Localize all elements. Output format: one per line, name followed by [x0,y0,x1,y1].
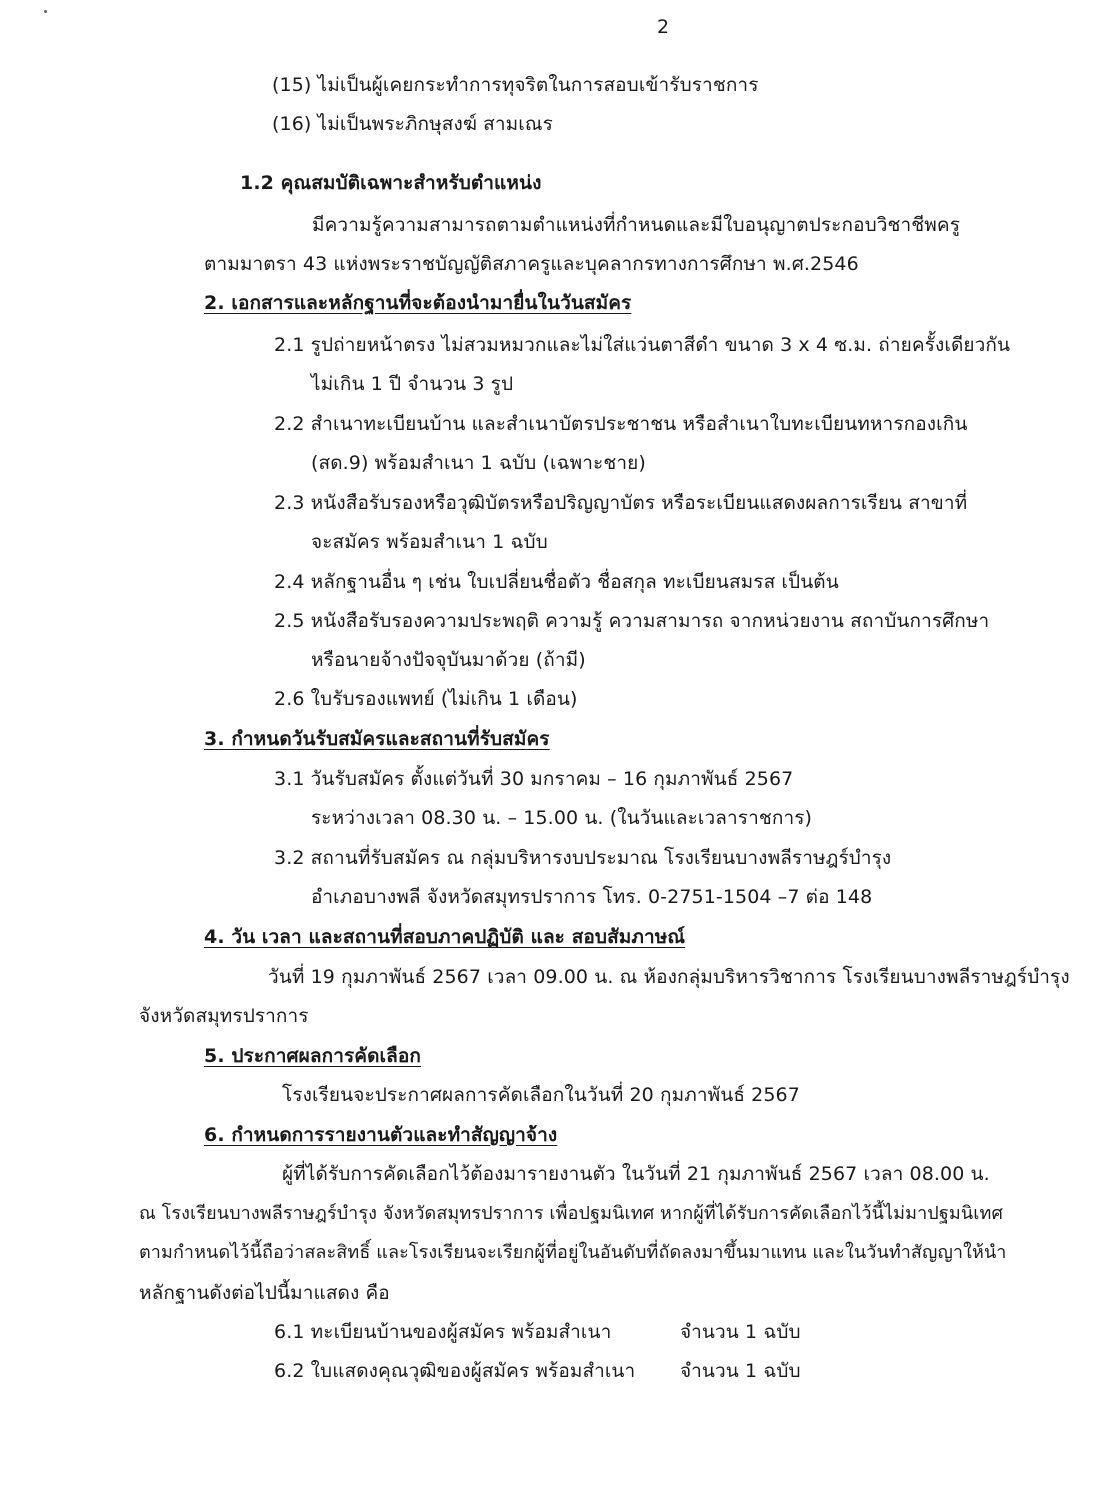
page-number: 2 [657,16,670,38]
section-6-text-line-4: หลักฐานดังต่อไปนี้มาแสดง คือ [139,1282,390,1304]
section-4-text-line-1: วันที่ 19 กุมภาพันธ์ 2567 เวลา 09.00 น. ณ ห้องกลุ่มบริหารวิชาการ โรงเรียนบางพลีราษฎร์บำรุง [268,966,1070,988]
item-2-1-line-2: ไม่เกิน 1 ปี จำนวน 3 รูป [311,373,514,395]
section-3-heading: 3. กำหนดวันรับสมัครและสถานที่รับสมัคร [204,728,550,750]
section-4-heading: 4. วัน เวลา และสถานที่สอบภาคปฏิบัติ และ สอบสัมภาษณ์ [204,926,686,948]
section-6-text-line-3: ตามกำหนดไว้นี้ถือว่าสละสิทธิ์ และโรงเรียนจะเรียกผู้ที่อยู่ในอันดับที่ถัดลงมาขึ้นมาแทน และในวันทำสัญญาให้นำ [139,1242,1007,1263]
item-2-5-line-1: 2.5 หนังสือรับรองความประพฤติ ความรู้ ความสามารถ จากหน่วยงาน สถาบันการศึกษา [274,610,990,632]
section-1-2-text-line-2: ตามมาตรา 43 แห่งพระราชบัญญัติสภาครูและบุคลากรทางการศึกษา พ.ศ.2546 [204,253,859,275]
item-2-2-line-1: 2.2 สำเนาทะเบียนบ้าน และสำเนาบัตรประชาชน หรือสำเนาใบทะเบียนทหารกองเกิน [274,413,968,435]
scan-speck [44,10,47,13]
item-6-1-copies: จำนวน 1 ฉบับ [680,1321,801,1343]
section-4-text-line-2: จังหวัดสมุทรปราการ [139,1005,309,1027]
item-2-4: 2.4 หลักฐานอื่น ๆ เช่น ใบเปลี่ยนชื่อตัว ชื่อสกุล ทะเบียนสมรส เป็นต้น [274,571,839,593]
item-3-1-line-1: 3.1 วันรับสมัคร ตั้งแต่วันที่ 30 มกราคม – 16 กุมภาพันธ์ 2567 [274,768,794,790]
item-16: (16) ไม่เป็นพระภิกษุสงฆ์ สามเณร [272,113,553,135]
section-5-heading: 5. ประกาศผลการคัดเลือก [204,1045,422,1067]
item-2-1-line-1: 2.1 รูปถ่ายหน้าตรง ไม่สวมหมวกและไม่ใส่แว่นตาสีดำ ขนาด 3 x 4 ซ.ม. ถ่ายครั้งเดียวกัน [274,334,1011,356]
item-3-2-line-1: 3.2 สถานที่รับสมัคร ณ กลุ่มบริหารงบประมาณ โรงเรียนบางพลีราษฎร์บำรุง [274,847,892,869]
item-15: (15) ไม่เป็นผู้เคยกระทำการทุจริตในการสอบเข้ารับราชการ [272,74,759,96]
item-3-1-line-2: ระหว่างเวลา 08.30 น. – 15.00 น. (ในวันและเวลาราชการ) [311,807,813,829]
item-2-2-line-2: (สด.9) พร้อมสำเนา 1 ฉบับ (เฉพาะชาย) [311,452,646,474]
section-2-heading: 2. เอกสารและหลักฐานที่จะต้องนำมายื่นในวันสมัคร [204,292,632,314]
item-6-2: 6.2 ใบแสดงคุณวุฒิของผู้สมัคร พร้อมสำเนา [274,1360,636,1382]
item-2-5-line-2: หรือนายจ้างปัจจุบันมาด้วย (ถ้ามี) [311,649,586,671]
item-6-2-copies: จำนวน 1 ฉบับ [680,1360,801,1382]
section-5-text: โรงเรียนจะประกาศผลการคัดเลือกในวันที่ 20 กุมภาพันธ์ 2567 [282,1084,800,1106]
item-6-1: 6.1 ทะเบียนบ้านของผู้สมัคร พร้อมสำเนา [274,1321,612,1343]
item-2-3-line-1: 2.3 หนังสือรับรองหรือวุฒิบัตรหรือปริญญาบัตร หรือระเบียนแสดงผลการเรียน สาขาที่ [274,492,968,514]
item-2-6: 2.6 ใบรับรองแพทย์ (ไม่เกิน 1 เดือน) [274,688,578,710]
section-1-2-heading: 1.2 คุณสมบัติเฉพาะสำหรับตำแหน่ง [240,172,542,194]
section-6-text-line-2: ณ โรงเรียนบางพลีราษฎร์บำรุง จังหวัดสมุทรปราการ เพื่อปฐมนิเทศ หากผู้ที่ได้รับการคัดเลือกไว้นี้ไม่มาปฐมนิเทศ [139,1203,1003,1224]
section-6-heading: 6. กำหนดการรายงานตัวและทำสัญญาจ้าง [204,1124,558,1146]
item-2-3-line-2: จะสมัคร พร้อมสำเนา 1 ฉบับ [311,531,548,553]
item-3-2-line-2: อำเภอบางพลี จังหวัดสมุทรปราการ โทร. 0-2751-1504 –7 ต่อ 148 [311,886,873,908]
section-6-text-line-1: ผู้ที่ได้รับการคัดเลือกไว้ต้องมารายงานตัว ในวันที่ 21 กุมภาพันธ์ 2567 เวลา 08.00 น. [282,1163,990,1185]
section-1-2-text-line-1: มีความรู้ความสามารถตามตำแหน่งที่กำหนดและมีใบอนุญาตประกอบวิชาชีพครู [312,214,961,236]
